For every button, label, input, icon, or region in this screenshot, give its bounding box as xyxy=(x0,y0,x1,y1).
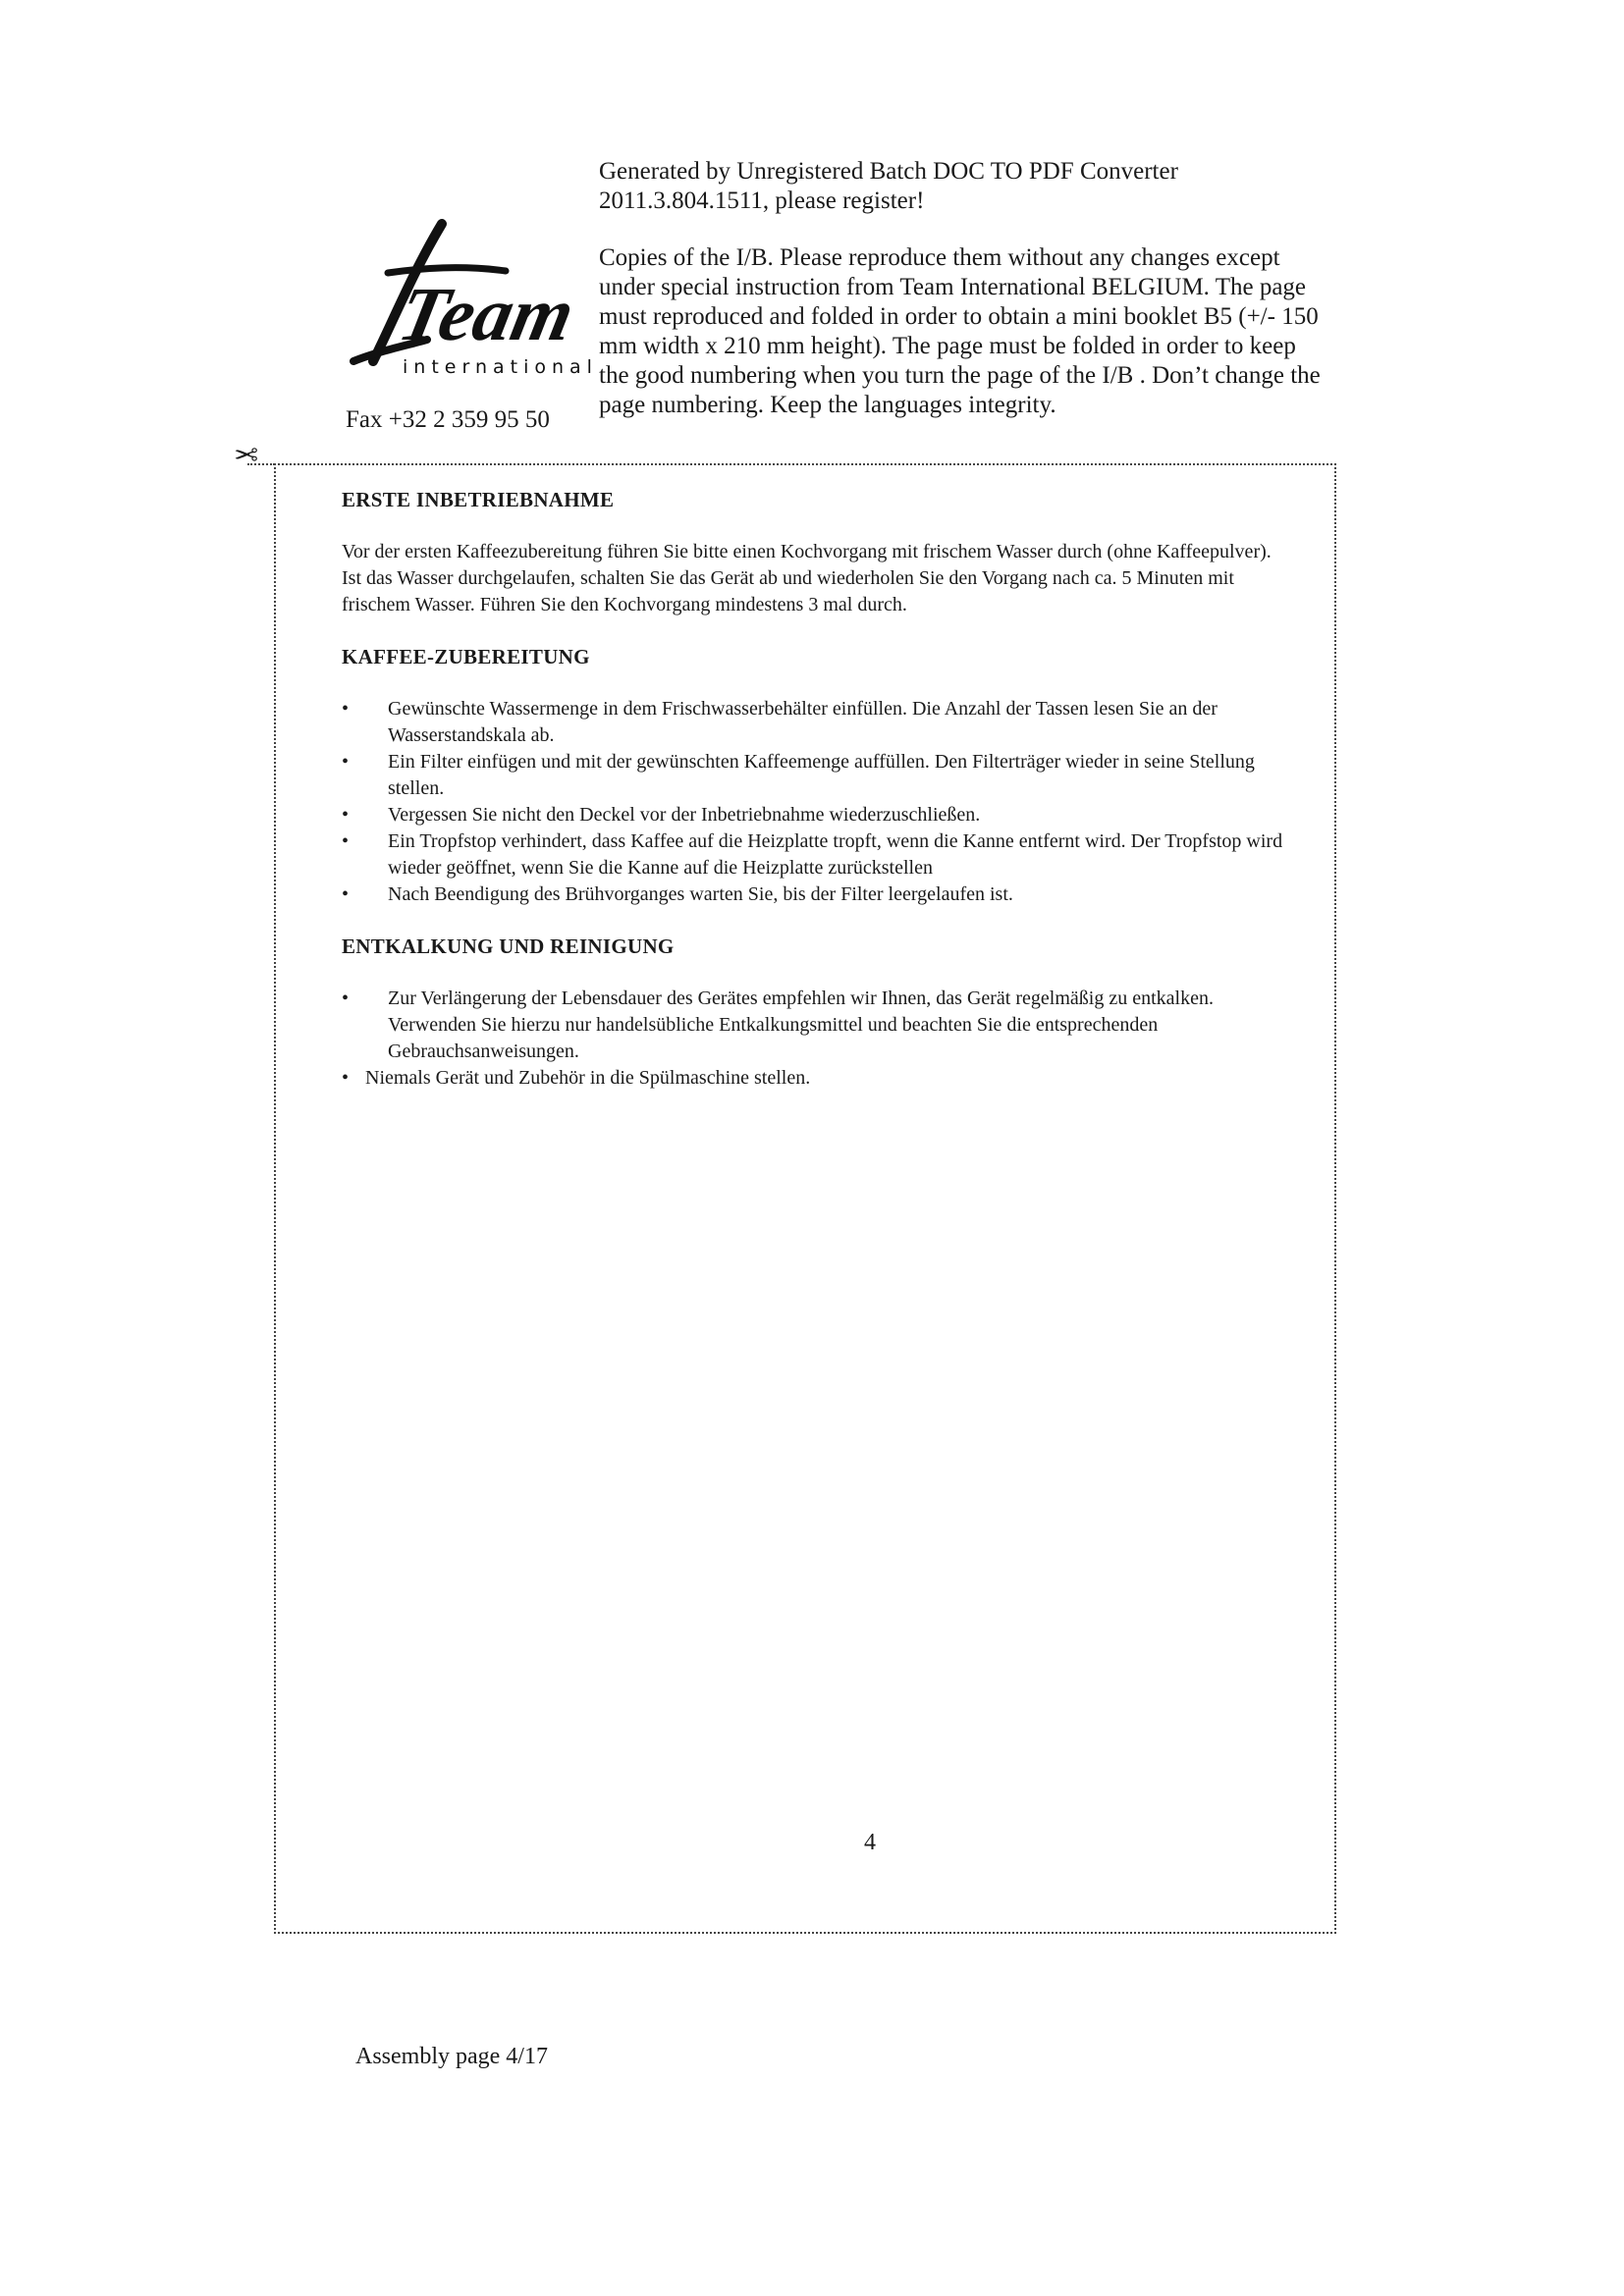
list-item-text: Vergessen Sie nicht den Deckel vor der Inbetriebnahme wiederzuschließen. xyxy=(388,804,981,826)
section-heading-first-use: ERSTE INBETRIEBNAHME xyxy=(342,488,615,511)
bullet-icon: • xyxy=(342,1067,350,1089)
list-item-text: Nach Beendigung des Brühvorganges warten Sie, bis der Filter leergelaufen ist. xyxy=(388,883,1013,905)
list-item xyxy=(342,1065,1290,1092)
list-item xyxy=(342,749,1290,802)
descaling-cleaning-list xyxy=(342,986,1290,1092)
list-item-text: Ein Tropfstop verhindert, dass Kaffee auf die Heizplatte tropft, wenn die Kanne entfernt wird. Der Tropfstop wird wieder geöffnet, wenn Sie die Kanne auf die Heizplatte zurückstellen xyxy=(388,830,1283,879)
list-item xyxy=(342,696,1290,749)
list-item xyxy=(342,828,1290,881)
list-item xyxy=(342,986,1290,1065)
list-item-text: Gewünschte Wassermenge in dem Frischwasserbehälter einfüllen. Die Anzahl der Tassen lesen Sie an der Wasserstandskala ab. xyxy=(388,698,1218,746)
bullet-icon: • xyxy=(342,698,350,720)
first-use-paragraph: Vor der ersten Kaffeezubereitung führen Sie bitte einen Kochvorgang mit frischem Wasser durch (ohne Kaffeepulver). Ist das Wasser durchgelaufen, schalten Sie das Gerät ab und wiederholen Sie den Vorgang nach ca. 5 Minuten mit frischem Wasser. Führen Sie den Kochvorgang mindestens 3 mal durch. xyxy=(342,541,1272,615)
coffee-preparation-list xyxy=(342,696,1290,908)
list-item-text: Ein Filter einfügen und mit der gewünschten Kaffeemenge auffüllen. Den Filterträger wieder in seine Stellung stellen. xyxy=(388,751,1255,799)
scissors-icon: ✂ xyxy=(234,436,259,470)
reproduction-instructions: Copies of the I/B. Please reproduce them without any changes except under special instruction from Team International BELGIUM. The page must reproduced and folded in order to obtain a mini booklet B5 (+/- 150 mm width x 210 mm height). The page must be folded in order to keep the good numbering when you turn the page of the I/B . Don’t change the page numbering. Keep the languages integrity. xyxy=(599,244,1321,418)
bullet-icon: • xyxy=(342,883,350,905)
bullet-icon: • xyxy=(342,988,350,1009)
bullet-icon: • xyxy=(342,804,350,826)
converter-notice: Generated by Unregistered Batch DOC TO PDF Converter 2011.3.804.1511, please register! xyxy=(599,158,1178,214)
logo-graphic xyxy=(334,214,598,386)
list-item-text: Niemals Gerät und Zubehör in die Spülmaschine stellen. xyxy=(365,1067,811,1089)
list-item xyxy=(342,881,1290,908)
booklet-page-number: 4 xyxy=(864,1830,876,1855)
bullet-icon: • xyxy=(342,751,350,773)
header-notice xyxy=(599,157,1326,420)
cut-line xyxy=(247,463,275,465)
logo-wordmark: Team xyxy=(392,272,582,357)
booklet-page xyxy=(342,487,1290,1117)
logo-subtext: international xyxy=(403,356,598,378)
assembly-page-label: Assembly page 4/17 xyxy=(355,2044,548,2069)
section-heading-descaling-cleaning: ENTKALKUNG UND REINIGUNG xyxy=(342,934,675,958)
list-item xyxy=(342,802,1290,828)
fax-number: Fax +32 2 359 95 50 xyxy=(346,406,550,433)
section-heading-coffee-preparation: KAFFEE-ZUBEREITUNG xyxy=(342,645,590,668)
list-item-text: Zur Verlängerung der Lebensdauer des Gerätes empfehlen wir Ihnen, das Gerät regelmäßig zu entkalken. Verwenden Sie hierzu nur handelsübliche Entkalkungsmittel und beachten Sie die entsprechenden Gebrauchsanweisungen. xyxy=(388,988,1214,1062)
team-international-logo xyxy=(334,214,598,386)
bullet-icon: • xyxy=(342,830,350,852)
